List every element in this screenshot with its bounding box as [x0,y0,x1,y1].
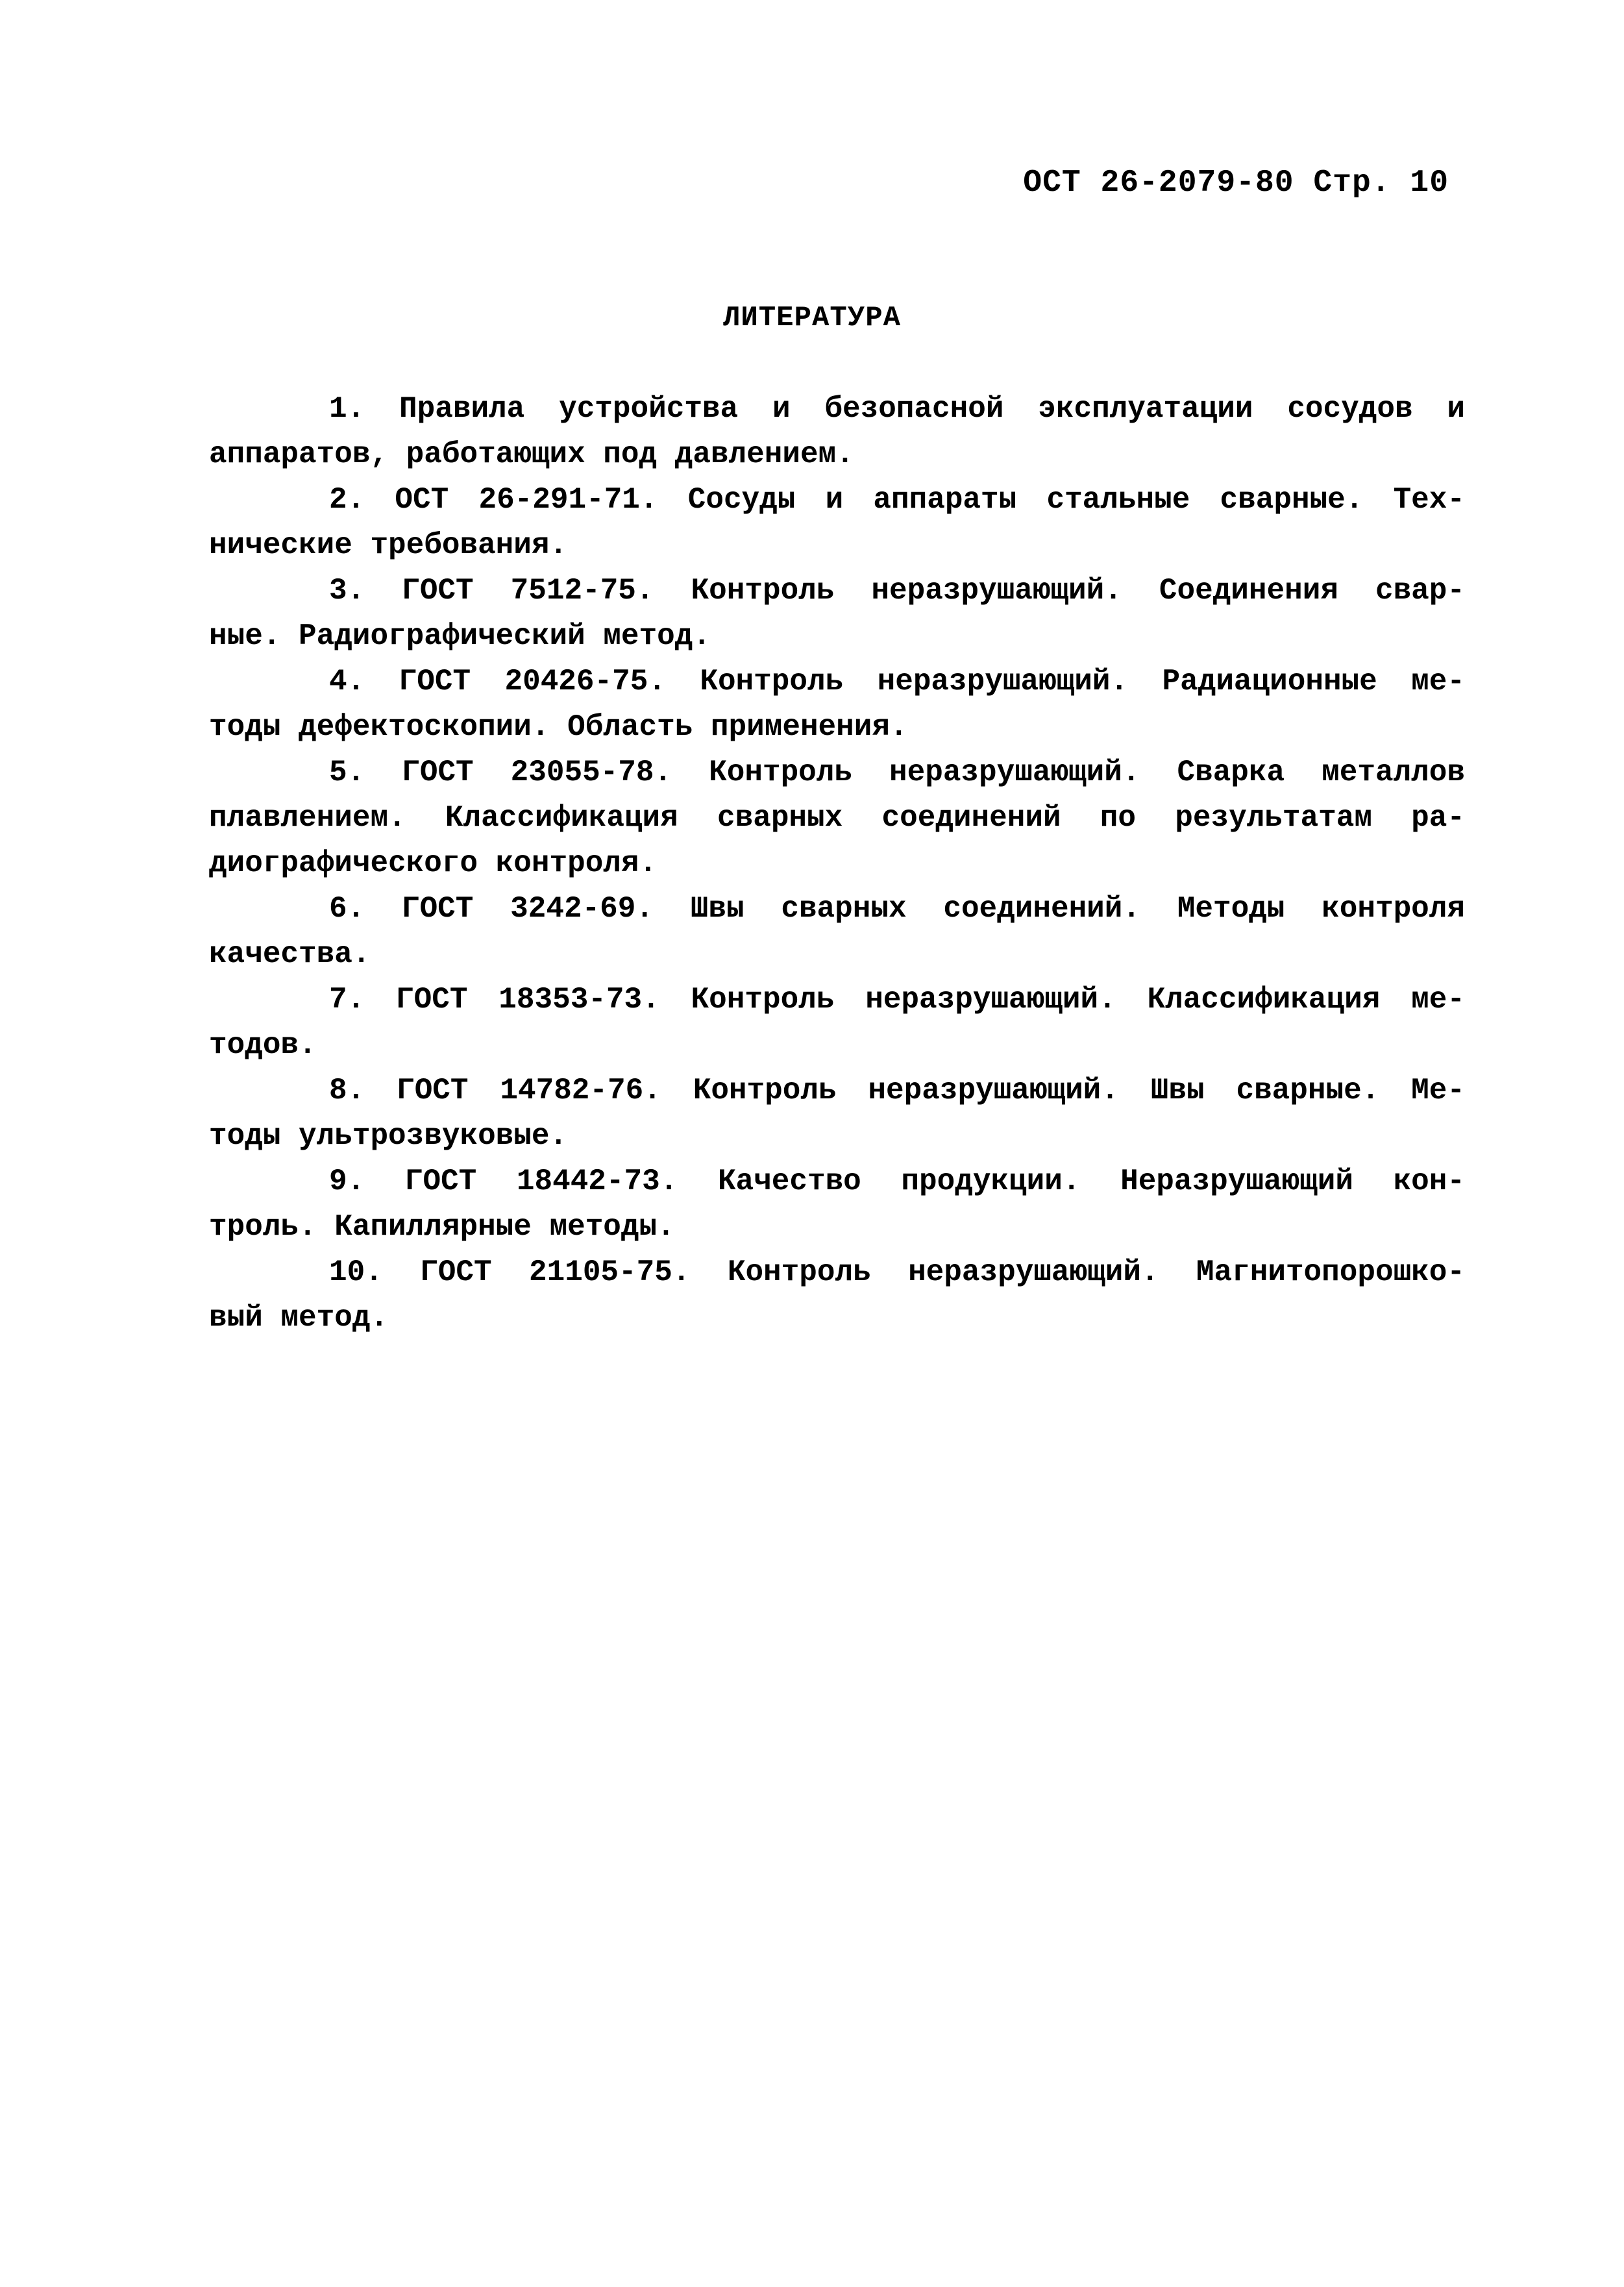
reference-item-4 [209,659,1465,750]
reference-line: 5. ГОСТ 23055-78. Контроль неразрушающий. Сварка металлов [329,756,1465,789]
section-title: ЛИТЕРАТУРА [722,302,902,334]
reference-item-6 [209,886,1465,977]
reference-line: нические требования. [209,528,568,562]
reference-line: 1. Правила устройства и безопасной эксплуатации сосудов и [329,392,1465,426]
reference-line: троль. Капиллярные методы. [209,1210,675,1244]
reference-line: вый метод. [209,1301,389,1335]
reference-line: 10. ГОСТ 21105-75. Контроль неразрушающий. Магнитопорошко- [329,1255,1465,1289]
reference-line: тоды дефектоскопии. Область применения. [209,710,908,744]
reference-line: 7. ГОСТ 18353-73. Контроль неразрушающий. Классификация ме- [329,983,1465,1017]
reference-list [209,386,1465,1341]
reference-line: плавлением. Классификация сварных соединений по результатам ра- [209,801,1465,835]
reference-line: 9. ГОСТ 18442-73. Качество продукции. Неразрушающий кон- [329,1165,1465,1198]
reference-item-2 [209,477,1465,568]
reference-line: 4. ГОСТ 20426-75. Контроль неразрушающий. Радиационные ме- [329,665,1465,698]
reference-item-8 [209,1068,1465,1159]
reference-item-7 [209,977,1465,1068]
reference-item-1 [209,386,1465,477]
reference-item-3 [209,568,1465,659]
reference-line: 2. ОСТ 26-291-71. Сосуды и аппараты стальные сварные. Тех- [329,483,1465,517]
reference-line: диографического контроля. [209,847,658,880]
reference-line: 3. ГОСТ 7512-75. Контроль неразрушающий. Соединения свар- [329,574,1465,608]
reference-line: тодов. [209,1028,317,1062]
reference-line: аппаратов, работающих под давлением. [209,438,854,471]
reference-line: тоды ультрозвуковые. [209,1119,568,1153]
reference-item-5 [209,750,1465,886]
reference-item-9 [209,1159,1465,1250]
reference-line: качества. [209,937,371,971]
page-header-code: ОСТ 26-2079-80 Стр. 10 [1023,166,1449,201]
reference-line: 8. ГОСТ 14782-76. Контроль неразрушающий. Швы сварные. Ме- [329,1074,1465,1107]
reference-item-10 [209,1250,1465,1341]
reference-line: ные. Радиографический метод. [209,619,711,653]
reference-line: 6. ГОСТ 3242-69. Швы сварных соединений. Методы контроля [329,892,1465,926]
